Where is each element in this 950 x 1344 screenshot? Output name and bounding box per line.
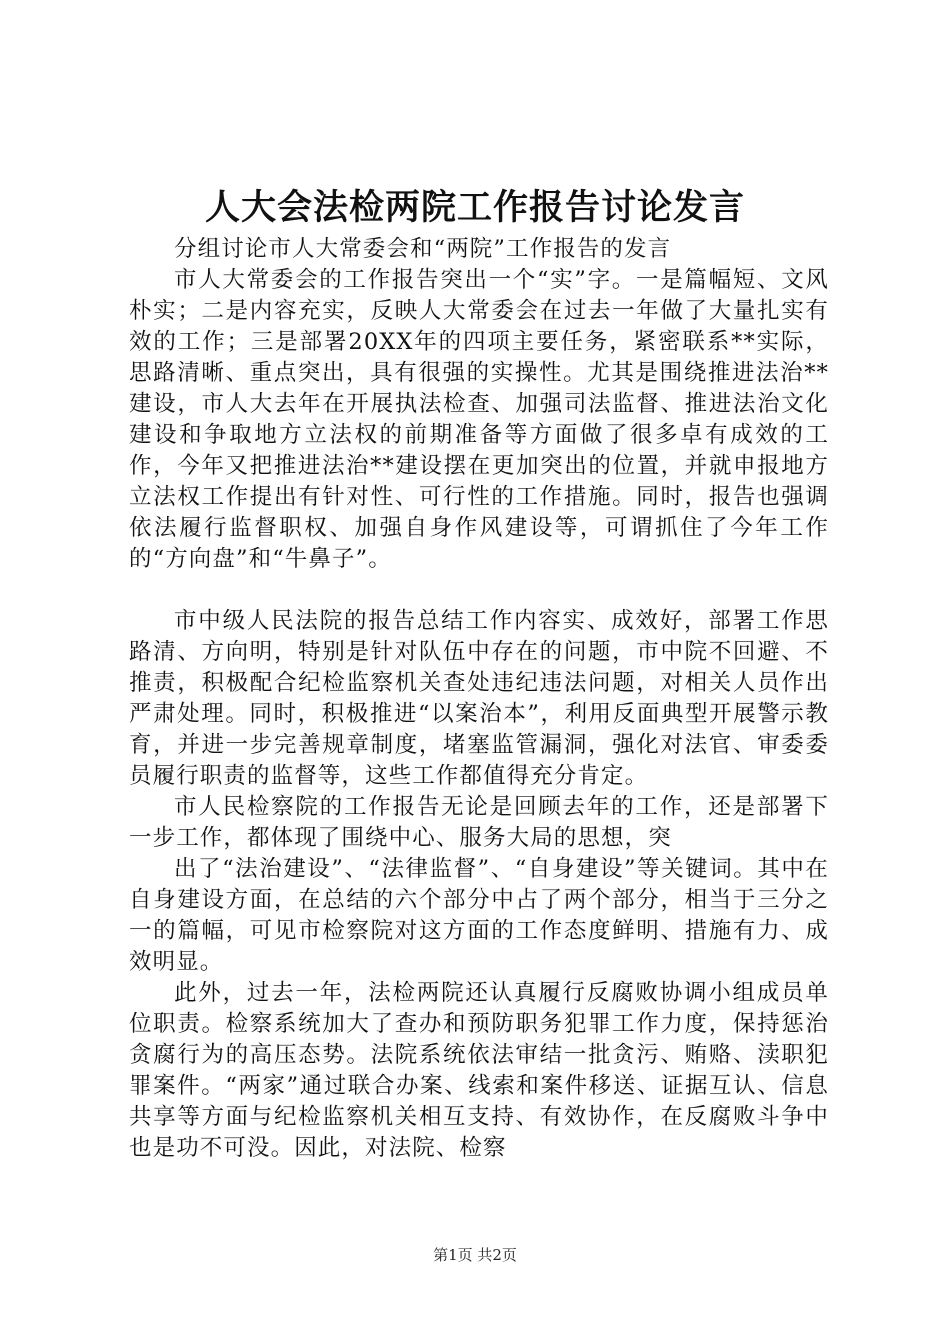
paragraph-heading: 分组讨论市人大常委会和“两院”工作报告的发言	[174, 236, 672, 262]
paragraph-anti-corruption: 此外，过去一年，法检两院还认真履行反腐败协调小组成员单位职责。检察系统加大了查办和预防职务犯罪工作力度，保持惩治贪腐行为的高压态势。法院系统依法审结一批贪污、贿赂、渎职犯罪案件。“两家”通过联合办案、线索和案件移送、证据互认、信息共享等方面与纪检监察机关相互支持、有效协作，在反腐败斗争中也是功不可没。因此，对法院、检察	[129, 980, 829, 1161]
paragraph-intermediate-court: 市中级人民法院的报告总结工作内容实、成效好，部署工作思路清、方向明，特别是针对队伍中存在的问题，市中院不回避、不推责，积极配合纪检监察机关查处违纪违法问题，对相关人员作出严肃处理。同时，积极推进“以案治本”，利用反面典型开展警示教育，并进一步完善规章制度，堵塞监管漏洞，强化对法官、审委委员履行职责的监督等，这些工作都值得充分肯定。	[129, 608, 829, 789]
paragraph-standing-committee: 市人大常委会的工作报告突出一个“实”字。一是篇幅短、文风朴实；二是内容充实，反映人大常委会在过去一年做了大量扎实有效的工作；三是部署20XX年的四项主要任务，紧密联系**实际，思路清晰、重点突出，具有很强的实操性。尤其是围绕推进法治**建设，市人大去年在开展执法检查、加强司法监督、推进法治文化建设和争取地方立法权的前期准备等方面做了很多卓有成效的工作，今年又把推进法治**建设摆在更加突出的位置，并就申报地方立法权工作提出有针对性、可行性的工作措施。同时，报告也强调依法履行监督职权、加强自身作风建设等，可谓抓住了今年工作的“方向盘”和“牛鼻子”。	[129, 267, 829, 572]
paragraph-gap	[129, 575, 829, 606]
page-footer: 第1页 共2页	[433, 1246, 517, 1264]
document-title: 人大会法检两院工作报告讨论发言	[204, 187, 745, 228]
paragraph-procuratorate-continued: 出了“法治建设”、“法律监督”、“自身建设”等关键词。其中在自身建设方面，在总结的六个部分中占了两个部分，相当于三分之一的篇幅，可见市检察院对这方面的工作态度鲜明、措施有力、成效明显。	[129, 856, 829, 975]
paragraph-procuratorate: 市人民检察院的工作报告无论是回顾去年的工作，还是部署下一步工作，都体现了围绕中心、服务大局的思想，突	[129, 794, 829, 851]
document-body	[129, 234, 829, 1164]
